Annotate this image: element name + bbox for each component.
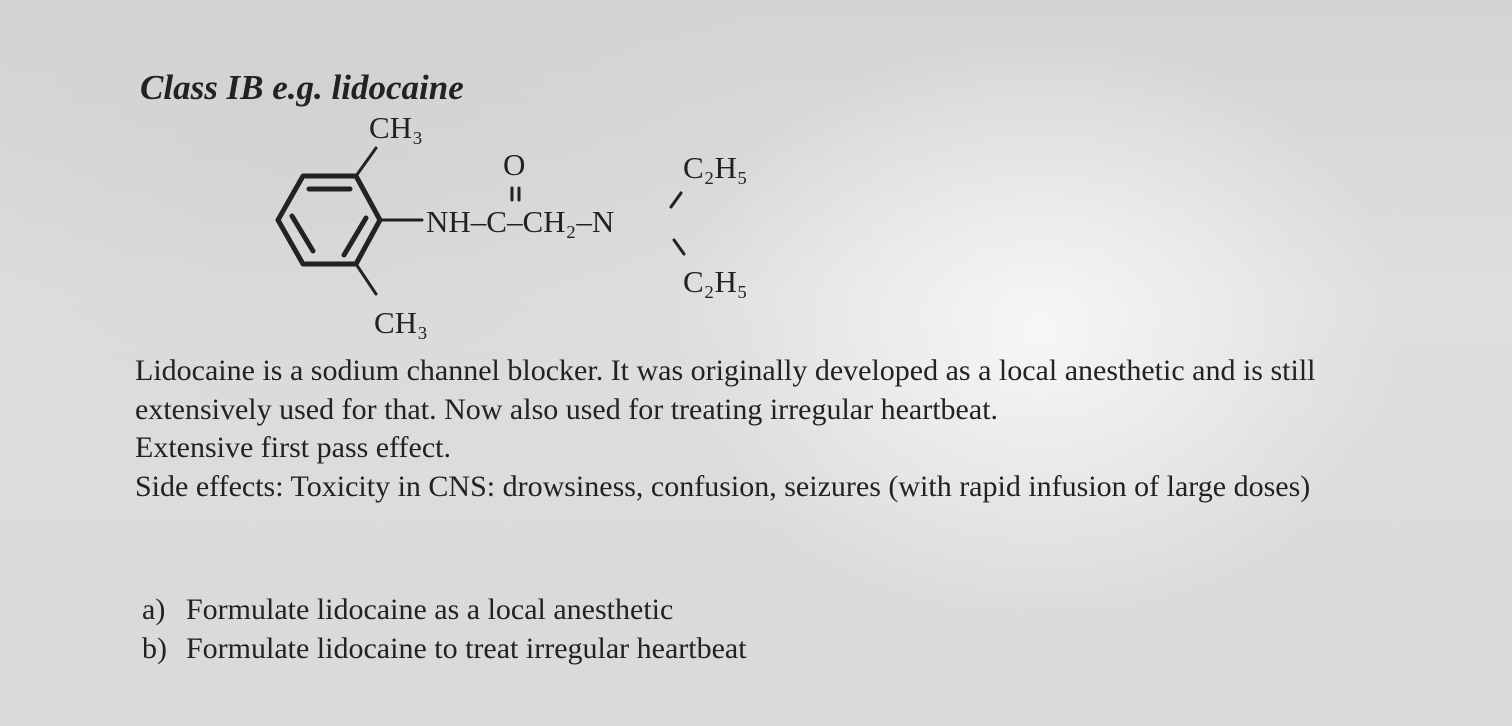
description-line: Extensive first pass effect.	[135, 431, 452, 464]
ethyl-bottom-label: C₂H₅	[683, 264, 748, 299]
question-item	[142, 590, 747, 629]
oxygen-label: O	[503, 147, 526, 182]
question-item	[142, 629, 747, 668]
methyl-top-label: CH₃	[369, 110, 423, 145]
description-line: Side effects: Toxicity in CNS: drowsiness, confusion, seizures (with rapid infusion of large doses)	[135, 469, 1311, 503]
question-marker: a)	[142, 593, 166, 626]
question-marker: b)	[142, 632, 167, 665]
question-text: Formulate lidocaine as a local anesthetic	[186, 593, 674, 626]
methyl-bottom-label: CH₃	[374, 305, 428, 340]
structure-bonds	[356, 148, 684, 294]
page-title: Class IB e.g. lidocaine	[140, 68, 464, 107]
ethyl-top-label: C₂H₅	[683, 150, 748, 185]
description-text	[135, 352, 1395, 506]
question-text: Formulate lidocaine to treat irregular heartbeat	[186, 632, 747, 665]
benzene-ring	[278, 176, 380, 264]
question-list	[142, 590, 747, 668]
description-line: Lidocaine is a sodium channel blocker. It was originally developed as a local anesthetic and is still extensively used for that. Now also used for treating irregular heartbeat.	[135, 354, 1316, 426]
amide-chain-label: NH–C–CH₂–N	[426, 204, 615, 239]
